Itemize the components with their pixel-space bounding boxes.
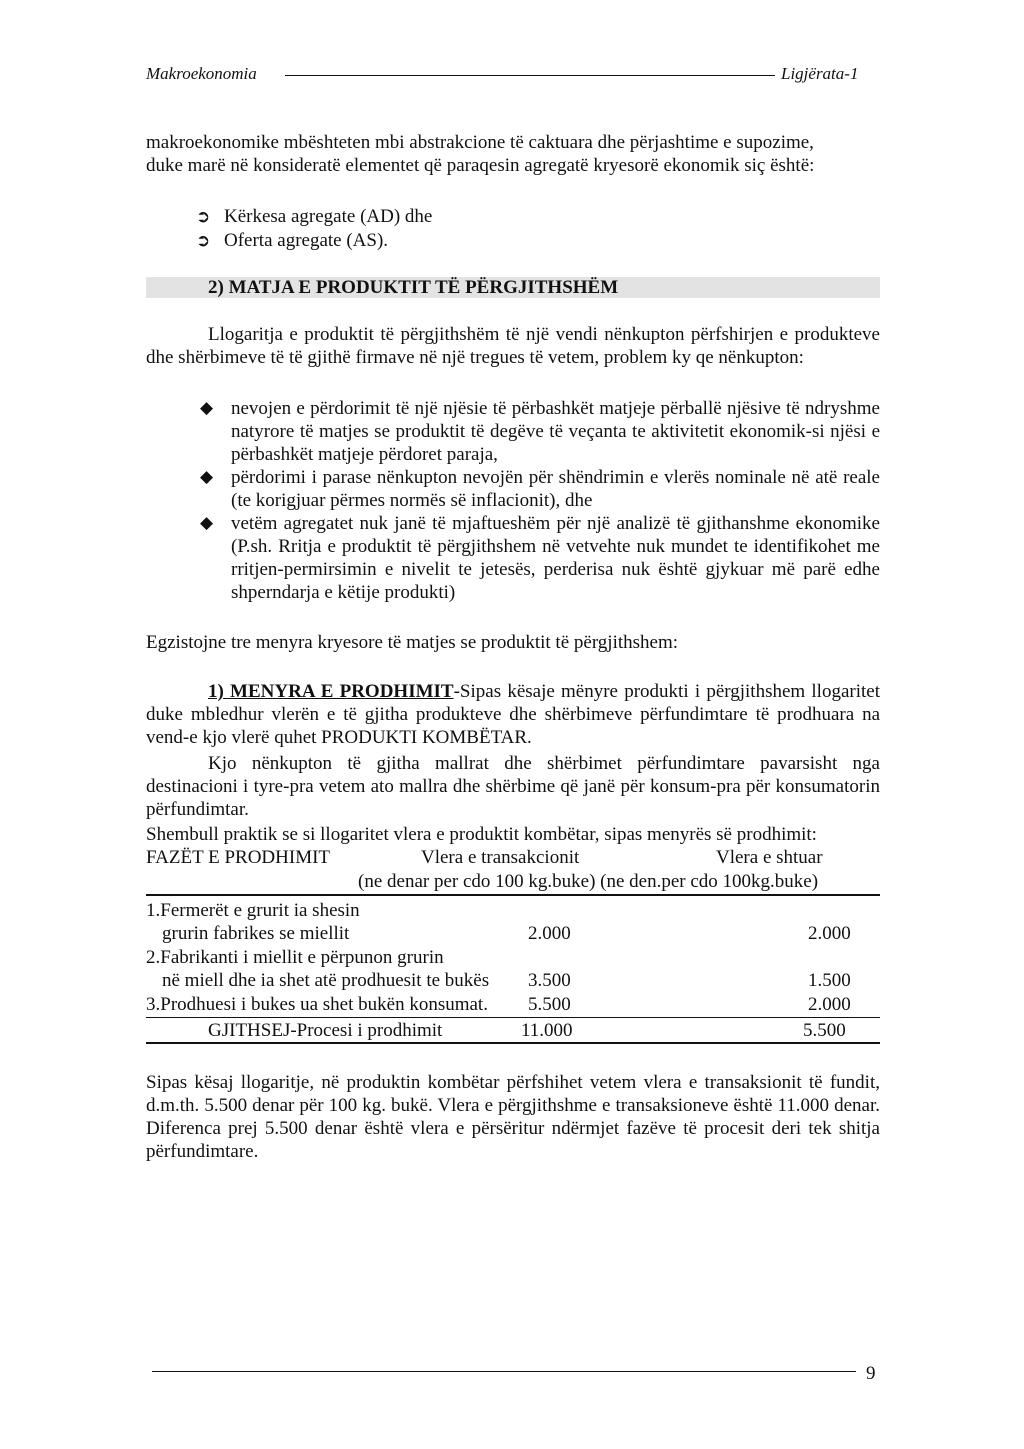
diamond-item-text: vetëm agregatet nuk janë të mjaftueshëm për një analizë të gjithanshme ekonomike (P.sh. Rritja e produktit të përgjithshem në vetvehte nuk mundet te identifikohet me rritjen-permirsimin e nivelit te jetesës, perderisa nuk është gjykuar më parë edhe shperndarja e këtije produkti) [231,513,880,603]
table-bottom-rule [146,1042,880,1044]
diamond-item-text: përdorimi i parase nënkupton nevojën për shëndrimin e vlerës nominale në atë reale (te korigjuar përmes normës së inflacionit), dhe [231,467,880,511]
method-production-text: -Sipas kësaje mënyre produkti i përgjithshem llogaritet duke mbledhur vlerën e të gjitha produkteve dhe shërbimeve përfundimtare të prodhuara na vend-e kjo vlerë quhet PRODUKTI KOMBËTAR. [146,681,880,748]
header-lecture-label: Ligjërata-1 [781,64,859,83]
diamond-bullet-icon: ◆ [200,398,214,418]
table-row-label-cont: në miell dhe ia shet atë prodhuesit te bukës [162,970,490,991]
table-header-transaction-value: Vlera e transakcionit [421,847,580,868]
table-cell-added: 1.500 [808,970,851,991]
conclusion-paragraph: Sipas kësaj llogaritje, në produktin kombëtar përfshihet vetem vlera e transaksionit të fundit, d.m.th. 5.500 denar për 100 kg. bukë. Vlera e përgjithshme e transaksioneve është 11.000 denar. Diferenca prej 5.500 denar është vlera e përsëritur ndërmjet fazëve të procesit deri tek shitja përfundimtare. [146,1072,880,1162]
table-total-transaction: 11.000 [521,1020,573,1041]
table-row-label-cont: grurin fabrikes se miellit [162,923,350,944]
diamond-list-item [200,466,880,512]
page-number: 9 [866,1363,876,1384]
table-row-label: 1.Fermerët e grurit ia shesin [146,900,360,921]
table-cell-transaction: 2.000 [528,923,571,944]
table-top-rule [146,894,880,896]
arrow-item-text: Oferta agregate (AS). [224,230,389,251]
intro-line-2: duke marë në konsideratë elementet që paraqesin agregatë kryesorë ekonomik siç është: [146,155,815,176]
table-header-added-value: Vlera e shtuar [716,847,823,868]
table-row-label: 2.Fabrikanti i miellit e përpunon grurin [146,947,444,968]
table-cell-added: 2.000 [808,923,851,944]
three-methods-sentence: Egzistojne tre menyra kryesore të matjes se produktit të përgjithshem: [146,632,679,653]
method-production-title: 1) MENYRA E PRODHIMIT [208,681,454,702]
header-course-title: Makroekonomia [146,64,257,83]
section-heading: 2) MATJA E PRODUKTIT TË PËRGJITHSHËM [208,277,619,298]
arrow-bullet-icon: ➲ [196,207,211,227]
table-cell-transaction: 5.500 [528,994,571,1015]
method-production-paragraph [146,680,880,749]
footer-rule [152,1371,856,1372]
diamond-bullet-icon: ◆ [200,513,214,533]
arrow-item-text: Kërkesa agregate (AD) dhe [224,206,433,227]
diamond-list-item [200,512,880,604]
table-subheader-units: (ne denar per cdo 100 kg.buke) (ne den.per cdo 100kg.buke) [358,871,819,892]
table-cell-transaction: 3.500 [528,970,571,991]
table-row-label: 3.Prodhuesi i bukes ua shet bukën konsumat. [146,994,488,1015]
table-cell-added: 2.000 [808,994,851,1015]
header-rule [285,75,775,76]
table-total-rule [146,1017,880,1018]
intro-line-1: makroekonomike mbështeten mbi abstrakcione të caktuara dhe përjashtime e supozime, [146,132,814,153]
arrow-list-item [196,205,432,229]
diamond-item-text: nevojen e përdorimit të një njësie të përbashkët matjeje përballë njësive të ndryshme natyrore të matjes se produktit të degëve të veçanta te aktivitetit ekonomik-si njësi e përbashkët matjeje përdoret paraja, [231,398,880,465]
paragraph-definition: Llogaritja e produktit të përgjithshëm të një vendi nënkupton përfshirjen e produkteve dhe shërbimeve të të gjithë firmave në një tregues të vetem, problem ky qe nënkupton: [146,324,880,368]
diamond-bullet-icon: ◆ [200,467,214,487]
table-total-added: 5.500 [803,1020,846,1041]
diamond-list-item [200,397,880,466]
diamond-list [200,397,880,604]
example-intro: Shembull praktik se si llogaritet vlera e produktit kombëtar, sipas menyrës së prodhimit: [146,824,817,845]
arrow-bullet-icon: ➲ [196,231,211,251]
table-header-phases: FAZËT E PRODHIMIT [146,847,331,868]
table-total-label: GJITHSEJ-Procesi i prodhimit [208,1020,443,1041]
paragraph-final-goods: Kjo nënkupton të gjitha mallrat dhe shërbimet përfundimtare pavarsisht nga destinacioni i tyre-pra vetem ato mallra dhe shërbime që janë për konsum-pra për konsumatorin përfundimtar. [146,753,880,820]
arrow-list-item [196,229,388,253]
